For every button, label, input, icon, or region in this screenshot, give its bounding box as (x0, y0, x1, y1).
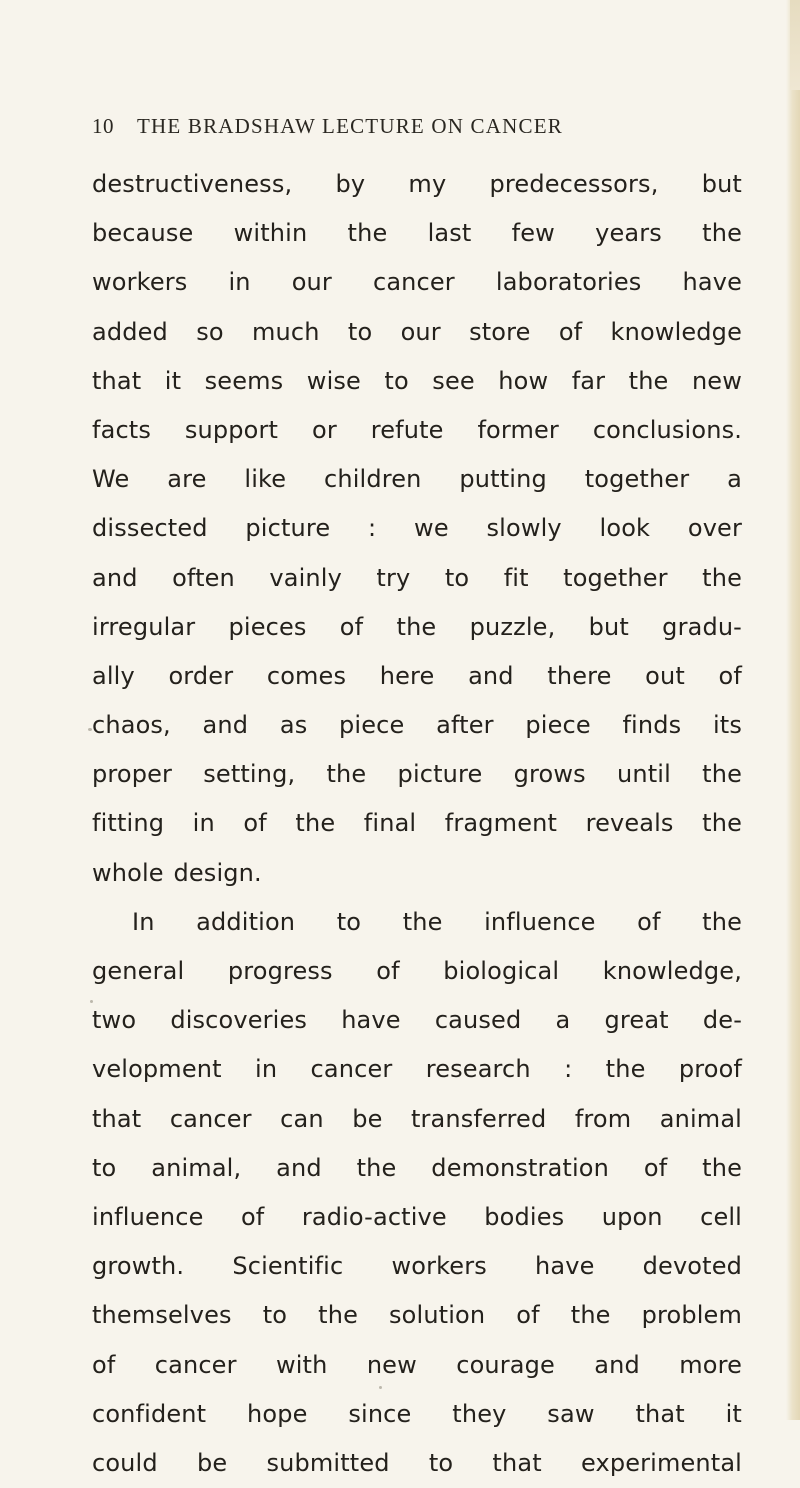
text-line: fitting in of the final fragment reveals the (92, 809, 742, 838)
text-line: velopment in cancer research : the proof (92, 1055, 742, 1084)
text-line: general progress of biological knowledge, (92, 957, 742, 985)
text-line: proper setting, the picture grows until the (92, 760, 742, 789)
page-edge-shadow (786, 0, 800, 1420)
text-line: ally order comes here and there out of (92, 661, 742, 690)
text-line: because within the last few years the (92, 219, 742, 248)
text-line: irregular pieces of the puzzle, but gradu- (92, 612, 742, 641)
text-line: We are like children putting together a (92, 465, 742, 494)
text-line: dissected picture : we slowly look over (92, 514, 742, 543)
running-head (92, 114, 732, 144)
page-number: 10 (92, 114, 114, 138)
paper-speck (379, 1386, 382, 1389)
text-line: that it seems wise to see how far the new (92, 366, 742, 395)
text-line: added so much to our store of knowledge (92, 317, 742, 346)
text-line: two discoveries have caused a great de- (92, 1006, 742, 1035)
text-line: growth. Scientific workers have devoted (92, 1252, 742, 1281)
text-line: facts support or refute former conclusions. (92, 415, 742, 444)
text-line: of cancer with new courage and more (92, 1350, 742, 1379)
text-line: that cancer can be transferred from animal (92, 1104, 742, 1133)
text-line: could be submitted to that experimental (92, 1448, 742, 1477)
text-line: to animal, and the demonstration of the (92, 1153, 742, 1182)
text-line: and often vainly try to fit together the (92, 563, 742, 592)
body-text (92, 160, 742, 1488)
text-line: whole design. (92, 858, 262, 887)
text-line: In addition to the influence of the (132, 907, 742, 936)
page-edge-top-shadow (790, 0, 800, 90)
running-title: THE BRADSHAW LECTURE ON CANCER (137, 114, 563, 138)
paper-speck (88, 728, 92, 731)
text-line: chaos, and as piece after piece finds its (92, 711, 742, 740)
text-line: influence of radio-active bodies upon cell (92, 1202, 742, 1231)
paper-speck (90, 1000, 93, 1003)
text-line: confident hope since they saw that it (92, 1399, 742, 1428)
text-line: destructiveness, by my predecessors, but (92, 170, 742, 198)
text-line: themselves to the solution of the problem (92, 1301, 742, 1330)
text-line: workers in our cancer laboratories have (92, 268, 742, 297)
